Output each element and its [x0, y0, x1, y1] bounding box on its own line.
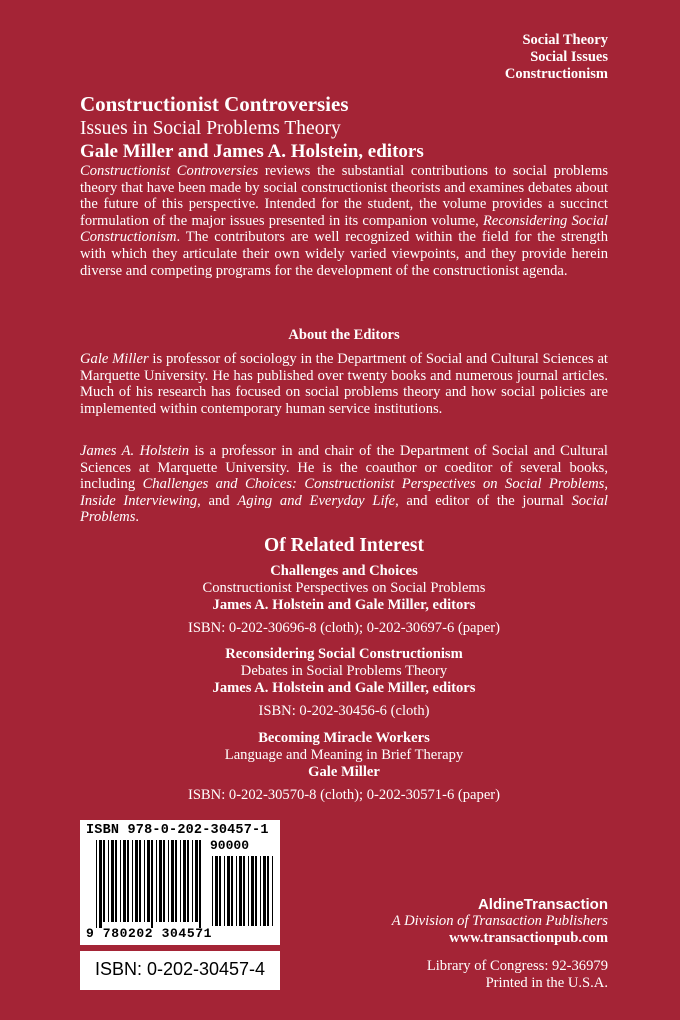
- bio-holstein-text-2: , and editor of the journal: [395, 492, 572, 509]
- related-book-isbn: ISBN: 0-202-30696-8 (cloth); 0-202-30697-6 (paper): [187, 620, 501, 636]
- related-book-isbn: ISBN: 0-202-30456-6 (cloth): [258, 703, 430, 719]
- related-book: [80, 730, 608, 804]
- library-of-congress: Library of Congress: 92-36979: [426, 958, 608, 974]
- related-book: [80, 646, 608, 720]
- bio-holstein-text-1: is a professor in and chair of the Department of Social and Cultural Sciences at Marquette University. He is the coauthor or coeditor of several books, including: [80, 443, 608, 493]
- category-social-issues: Social Issues: [530, 49, 608, 65]
- about-editors-heading: About the Editors: [288, 327, 400, 343]
- barcode: [80, 820, 280, 945]
- bio-holstein: [80, 443, 608, 526]
- category-constructionism: Constructionism: [504, 66, 608, 82]
- bio-holstein-journal: Social Problems: [80, 492, 608, 526]
- related-book-title: Reconsidering Social Constructionism: [225, 646, 463, 662]
- book-editors: Gale Miller and James A. Holstein, editors: [80, 141, 424, 162]
- publisher-division: A Division of Transaction Publishers: [391, 913, 608, 929]
- book-description: [80, 163, 608, 279]
- description-text-2: . The contributors are well recognized within the field for the strength with which they articulate their own widely varied viewpoints, and they provide herein diverse and competing programs for the development of the constructionist agenda.: [80, 229, 608, 279]
- related-book-subtitle: Language and Meaning in Brief Therapy: [224, 747, 464, 763]
- bio-holstein-book-2: Inside Interviewing: [80, 492, 198, 509]
- bio-holstein-end: .: [135, 509, 140, 526]
- publisher-url: www.transactionpub.com: [449, 930, 608, 946]
- related-book-subtitle: Constructionist Perspectives on Social Problems: [202, 580, 486, 596]
- description-text-1: reviews the substantial contributions to social problems theory that have been made by social constructionist theorists and examines debates about the future of this perspective. Intended for the student, the volume provides a succinct formulation of the major issues presented in its companion volume,: [80, 163, 608, 229]
- related-interest-heading: Of Related Interest: [264, 535, 424, 556]
- related-book: [80, 563, 608, 637]
- related-book-subtitle: Debates in Social Problems Theory: [240, 663, 448, 679]
- bio-miller-name: Gale Miller: [80, 351, 149, 367]
- related-book-editors: Gale Miller: [308, 764, 380, 780]
- related-book-title: Challenges and Choices: [270, 563, 418, 579]
- related-book-editors: James A. Holstein and Gale Miller, editors: [212, 597, 476, 613]
- printed-in: Printed in the U.S.A.: [485, 975, 608, 991]
- book-title: Constructionist Controversies: [80, 92, 349, 116]
- barcode-isbn-text: ISBN 978-0-202-30457-1: [86, 823, 269, 838]
- publisher-block: [392, 896, 608, 947]
- book-subtitle: Issues in Social Problems Theory: [80, 118, 341, 139]
- subject-categories: [505, 32, 608, 83]
- barcode-addon-digits: 90000: [210, 838, 250, 853]
- bio-holstein-book-3: Aging and Everyday Life: [237, 492, 396, 509]
- isbn-box-text: ISBN: 0-202-30457-4: [94, 959, 266, 979]
- related-book-isbn: ISBN: 0-202-30570-8 (cloth); 0-202-30571-6 (paper): [187, 787, 501, 803]
- bio-holstein-book-1: Challenges and Choices: Constructionist Perspectives on Social Problems: [142, 476, 605, 493]
- bio-holstein-sep-1: ,: [604, 476, 608, 493]
- related-book-editors: James A. Holstein and Gale Miller, editors: [212, 680, 476, 696]
- bio-holstein-name: James A. Holstein: [80, 443, 190, 459]
- description-title: Constructionist Controversies: [80, 163, 259, 179]
- barcode-digits: 9 780202 304571: [86, 926, 213, 941]
- library-info: [427, 958, 608, 992]
- isbn-box: [80, 951, 280, 990]
- bio-miller: [80, 351, 608, 417]
- bio-holstein-sep-2: , and: [197, 492, 238, 509]
- related-book-title: Becoming Miracle Workers: [258, 730, 430, 746]
- description-companion: Reconsidering Social Constructionism: [80, 212, 608, 246]
- bio-miller-text: is professor of sociology in the Department of Social and Cultural Sciences at Marquette University. He has published over twenty books and numerous journal articles. Much of his research has focused on social problems theory and how social policies are implemented within contemporary human service institutions.: [80, 351, 608, 417]
- category-social-theory: Social Theory: [522, 32, 608, 48]
- publisher-name: AldineTransaction: [477, 896, 608, 913]
